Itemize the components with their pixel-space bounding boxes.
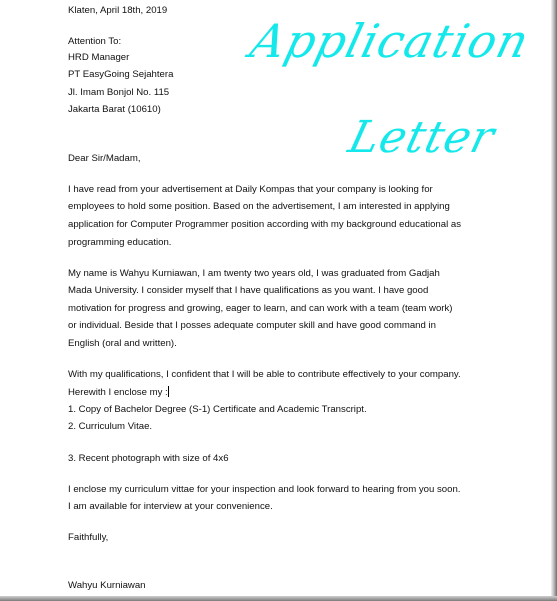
enclosure-item: 3. Recent photograph with size of 4x6: [68, 453, 229, 464]
paragraph-1-line: programming education.: [68, 237, 172, 248]
paragraph-4-line: I am available for interview at your convenience.: [68, 501, 273, 512]
title-application: Application: [245, 14, 535, 68]
closing: Faithfully,: [68, 532, 109, 543]
paragraph-3-line[interactable]: [68, 386, 169, 399]
paragraph-2-line: My name is Wahyu Kurniawan, I am twenty two years old, I was graduated from Gadjah: [68, 268, 440, 279]
enclosure-item: 2. Curriculum Vitae.: [68, 421, 153, 432]
paragraph-2-line: or individual. Beside that I posses adequate computer skill and have good command in: [68, 320, 436, 331]
recipient-city: Jakarta Barat (10610): [68, 104, 161, 115]
paragraph-1-line: I have read from your advertisement at Daily Kompas that your company is looking for: [68, 184, 433, 195]
place-date: Klaten, April 18th, 2019: [68, 5, 168, 16]
paragraph-2-line: motivation for progress and growing, eager to learn, and can work with a team (team work): [68, 303, 453, 314]
recipient-company: PT EasyGoing Sejahtera: [68, 69, 174, 80]
paragraph-1-line: employees to hold some position. Based on the advertisement, I am interested in applying: [68, 201, 450, 212]
title-letter: Letter: [343, 112, 501, 163]
text-cursor: [168, 386, 169, 397]
enclosure-item: 1. Copy of Bachelor Degree (S-1) Certificate and Academic Transcript.: [68, 404, 367, 415]
paragraph-3-text: Herewith I enclose my :: [68, 387, 168, 398]
paragraph-2-line: English (oral and written).: [68, 338, 177, 349]
attention-label: Attention To:: [68, 36, 122, 47]
salutation: Dear Sir/Madam,: [68, 153, 141, 164]
recipient-street: Jl. Imam Bonjol No. 115: [68, 87, 170, 98]
recipient-title: HRD Manager: [68, 52, 130, 63]
paragraph-2-line: Mada University. I consider myself that I have qualifications as you want. I have good: [68, 285, 429, 296]
page-bottom-shadow: [0, 596, 557, 601]
paragraph-1-line: application for Computer Programmer position according with my background educational as: [68, 219, 462, 230]
paragraph-3-line: With my qualifications, I confident that I will be able to contribute effectively to your company.: [68, 369, 461, 380]
page-edge-shadow: [551, 0, 557, 601]
paragraph-4-line: I enclose my curriculum vittae for your inspection and look forward to hearing from you soon.: [68, 484, 461, 495]
signature-name: Wahyu Kurniawan: [68, 580, 146, 591]
